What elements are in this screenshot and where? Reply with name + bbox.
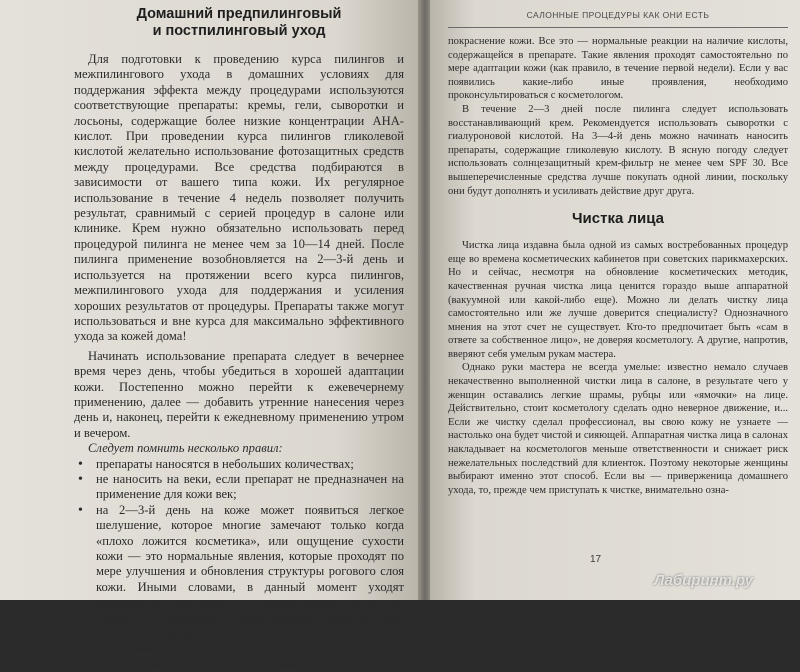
rules-list: [74, 457, 404, 672]
site-watermark: Лабиринт.ру: [654, 572, 754, 589]
paragraph-prep: Для подготовки к проведению курса пилингов и межпилингового ухода в домашних условиях для поддержания эффекта между процедурами используются соответствующие препараты: кремы, гели, сыворотки и лосьоны, содержащие более низкие концентрации АНА-кислот. При проведении курса пилингов гликолевой кислотой желательно использование фотозащитных средств между процедурами. Все средства подбираются в зависимости от вашего типа кожи. Их регулярное использование в течение 4 недель позволяет получить результат, сравнимый с серией процедур в салоне или клинике. Крем нужно обязательно использовать перед процедурой пилинга не менее чем за 10—14 дней. После пилинга применение возобновляется на 2—3-й день и используется на протяжении всего курса пилингов, межпилингового ухода для поддержания и усиления хороших результатов от процедуры. Препараты также могут использоваться и вне курса для максимально эффективного ухода за кожей дома!: [74, 52, 404, 344]
paragraph-usage: Начинать использование препарата следует в вечернее время через день, чтобы убедиться в хорошей адаптации кожи. Постепенно можно перейти к ежевечернему применению, далее — добавить утренние нанесения через день и, наконец, перейти к ежедневному применению утром и вечером.: [74, 348, 404, 440]
rules-intro: Следует помнить несколько правил:: [88, 441, 283, 456]
page-number: 17: [590, 554, 602, 565]
rule-item: • не наносить на веки, если препарат не предназначен на применение для кожи век;: [74, 472, 404, 503]
paragraph-cleansing-1: Чистка лица издавна была одной из самых востребованных процедур еще во времена косметических кабинетов при советских парикмахерских. Но и сейчас, несмотря на обновление косметических методик, качественная ручная чистка лица ценится гораздо выше аппаратной (вакуумной или какой-либо еще). Можно ли делать чистку лица самостоятельно или же лучше доверится специалисту? Однозначного мнения на этот счет не существует. Кто-то предпочитает быть «сам в ответе за собственное лицо», не доверяя косметологу. А другие, напротив, вверяют себя умелым рукам мастера.: [448, 240, 788, 360]
right-page: [430, 0, 800, 600]
rule-item: • препараты наносятся в небольших количествах;: [74, 457, 404, 472]
paragraph-continued: покраснение кожи. Все это — нормальные реакции на наличие кислоты, содержащейся в препарате. Такие явления проходят самостоятельно по мере адаптации кожи (как правило, в течение первой недели). Если у вас появились какие-либо иные проявления, необходимо проконсультироваться с косметологом.: [448, 36, 788, 102]
paragraph-aftercare: В течение 2—3 дней после пилинга следует использовать восстанавливающий крем. Рекомендуется использовать сыворотки с гиалуроновой кислотой. На 3—4-й день можно начинать наносить препараты, содержащие гликолевую кислоту. В ясную погоду следует использовать солнцезащитный крем-фильтр не менее чем SPF 30. Все вышеперечисленные средства лучше покупать одной линии, поскольку они будут дополнять и усиливать действие друг друга.: [448, 103, 788, 197]
section-title-right: Чистка лица: [572, 210, 664, 228]
section-title-left: [74, 6, 404, 40]
rule-item: • при применении препарата (особенно на начальном этапе) вы можете ощущать пощипывание или легкое: [74, 641, 404, 672]
paragraph-cleansing-2: Однако руки мастера не всегда умелые: известно немало случаев некачественно выполненной чистки лица в салоне, в результате чего у женщин оставались легкие шрамы, рубцы или «ямочки» на лице. Действительно, стоит косметологу сделать одно неверное движение, и... Если же чистку сделал профессионал, вы свою кожу не узнаете — настолько она будет чистой и сияющей. Аппаратная чистка лица в салонах накладывает на косметологов меньше ответственности и снижает риск нежелательных последствий для клиенток. Поэтому некоторые женщины выбирают именно этот способ. Если вы — приверженица домашнего ухода, то, прежде чем приступать к чистке, внимательно озна-: [448, 362, 788, 496]
title-line-2: и постпилинговый уход: [152, 23, 326, 39]
rule-item: • на 2—3-й день на коже может появиться легкое шелушение, которое многие замечают только когда «плохо ложится косметика», или ощущение сухости кожи — это нормальные явления, которые проходят по мере улучшения и обновления структуры рогового слоя кожи. Иными словами, в данный момент уходят омертвевшие «излишки», и препятствовать этому не следует. Используйте увлажняющие средства для улучшения ощущений;: [74, 503, 404, 642]
title-line-1: Домашний предпилинговый: [136, 6, 342, 22]
running-header: САЛОННЫЕ ПРОЦЕДУРЫ КАК ОНИ ЕСТЬ: [448, 0, 788, 28]
